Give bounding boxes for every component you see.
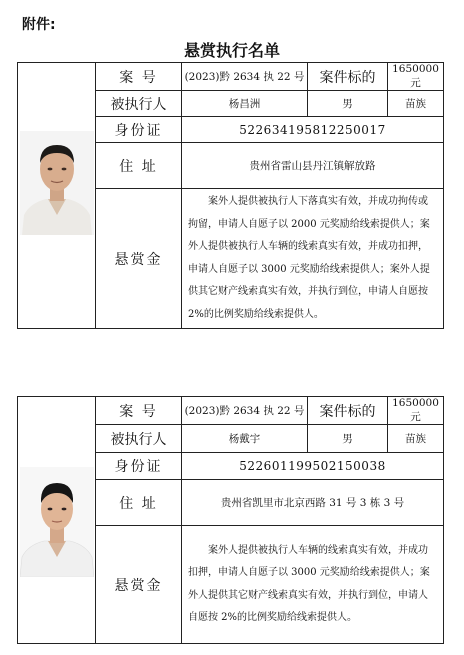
reward-text: 案外人提供被执行人车辆的线索真实有效，并成功扣押，申请人自愿子以 3000 元奖励给线索提供人；案外人提供其它财产线索真实有效，并执行到位，申请人自愿按 2%的比例奖励给线索提供人。 <box>182 526 444 644</box>
name-value: 杨戴宇 <box>182 425 308 453</box>
gender-value: 男 <box>308 425 388 453</box>
address-label: 住 址 <box>96 480 182 526</box>
reward-label: 悬赏金 <box>96 189 182 329</box>
record-table <box>17 396 444 644</box>
id-number-value: 522601199502150038 <box>182 453 444 480</box>
person-photo <box>20 467 94 577</box>
attachment-label: 附件: <box>22 17 56 33</box>
reward-label: 悬赏金 <box>96 526 182 644</box>
subject-amount-label: 案件标的 <box>308 63 388 91</box>
case-no-value: (2023)黔 2634 执 22 号 <box>182 63 308 91</box>
page-title: 悬赏执行名单 <box>183 41 280 60</box>
record-table <box>17 62 444 329</box>
ethnicity-value: 苗族 <box>388 425 444 453</box>
id-card-label: 身份证 <box>96 453 182 480</box>
address-value: 贵州省凯里市北京西路 31 号 3 栋 3 号 <box>182 480 444 526</box>
id-card-label: 身份证 <box>96 117 182 143</box>
amount-value: 1650000 元 <box>388 63 444 91</box>
case-no-value: (2023)黔 2634 执 22 号 <box>182 397 308 425</box>
case-no-label: 案 号 <box>96 397 182 425</box>
executed-person-label: 被执行人 <box>96 425 182 453</box>
subject-amount-label: 案件标的 <box>308 397 388 425</box>
executed-person-label: 被执行人 <box>96 91 182 117</box>
address-value: 贵州省雷山县丹江镇解放路 <box>182 143 444 189</box>
photo-cell <box>18 63 96 329</box>
gender-value: 男 <box>308 91 388 117</box>
case-no-label: 案 号 <box>96 63 182 91</box>
photo-cell <box>18 397 96 644</box>
id-number-value: 522634195812250017 <box>182 117 444 143</box>
ethnicity-value: 苗族 <box>388 91 444 117</box>
address-label: 住 址 <box>96 143 182 189</box>
name-value: 杨昌洲 <box>182 91 308 117</box>
person-photo <box>20 131 94 235</box>
amount-value: 1650000 元 <box>388 397 444 425</box>
reward-text: 案外人提供被执行人下落真实有效，并成功拘传或拘留，申请人自愿子以 2000 元奖励给线索提供人；案外人提供被执行人车辆的线索真实有效，并成功扣押，申请人自愿子以 3000 元奖励给线索提供人；案外人提供其它财产线索真实有效，并执行到位，申请人自愿按 2%的比例奖励给线索提供人。 <box>182 189 444 329</box>
